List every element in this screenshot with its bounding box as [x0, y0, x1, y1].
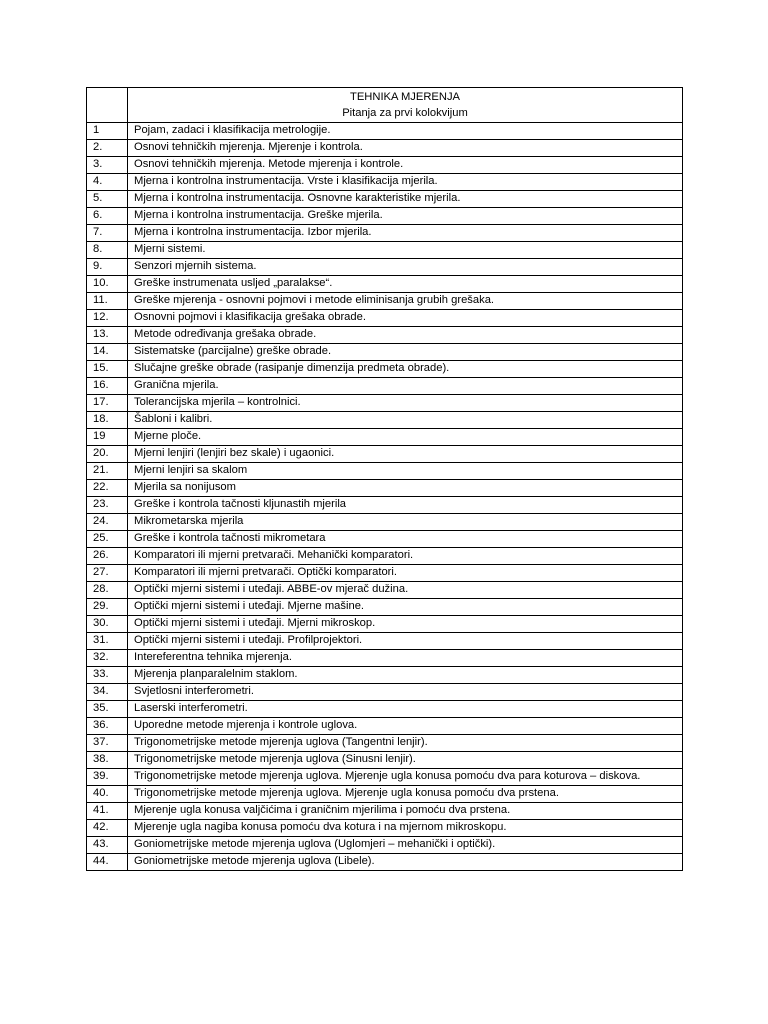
question-row [87, 361, 683, 378]
question-number: 2. [87, 140, 128, 157]
document-subtitle: Pitanja za prvi kolokvijum [342, 107, 468, 119]
question-row [87, 820, 683, 837]
question-number: 16. [87, 378, 128, 395]
question-row [87, 327, 683, 344]
question-text: Greške instrumenata usljed „paralakse“. [128, 276, 683, 293]
question-number: 8. [87, 242, 128, 259]
question-row [87, 599, 683, 616]
question-number: 23. [87, 497, 128, 514]
question-text: Mikrometarska mjerila [128, 514, 683, 531]
question-number: 3. [87, 157, 128, 174]
question-text: Mjerenja planparalelnim staklom. [128, 667, 683, 684]
question-row [87, 276, 683, 293]
question-row [87, 531, 683, 548]
question-number: 15. [87, 361, 128, 378]
question-number: 28. [87, 582, 128, 599]
question-text: Mjerni lenjiri sa skalom [128, 463, 683, 480]
question-text: Uporedne metode mjerenja i kontrole uglova. [128, 718, 683, 735]
header-empty-cell [87, 88, 128, 123]
question-number: 41. [87, 803, 128, 820]
question-row [87, 803, 683, 820]
question-number: 31. [87, 633, 128, 650]
question-number: 17. [87, 395, 128, 412]
question-number: 1 [87, 123, 128, 140]
question-number: 11. [87, 293, 128, 310]
question-row [87, 480, 683, 497]
question-number: 9. [87, 259, 128, 276]
question-number: 19 [87, 429, 128, 446]
question-number: 24. [87, 514, 128, 531]
question-row [87, 667, 683, 684]
question-text: Goniometrijske metode mjerenja uglova (Uglomjeri – mehanički i optički). [128, 837, 683, 854]
question-row [87, 854, 683, 871]
question-row [87, 259, 683, 276]
question-text: Slučajne greške obrade (rasipanje dimenzija predmeta obrade). [128, 361, 683, 378]
question-number: 12. [87, 310, 128, 327]
question-text: Laserski interferometri. [128, 701, 683, 718]
question-row [87, 191, 683, 208]
question-row [87, 786, 683, 803]
question-row [87, 446, 683, 463]
question-text: Komparatori ili mjerni pretvarači. Mehanički komparatori. [128, 548, 683, 565]
questions-table-body [87, 88, 683, 871]
question-row [87, 837, 683, 854]
question-text: Mjerna i kontrolna instrumentacija. Izbor mjerila. [128, 225, 683, 242]
question-text: Mjerna i kontrolna instrumentacija. Vrste i klasifikacija mjerila. [128, 174, 683, 191]
question-text: Greške mjerenja - osnovni pojmovi i metode eliminisanja grubih grešaka. [128, 293, 683, 310]
question-row [87, 412, 683, 429]
question-row [87, 582, 683, 599]
question-text: Granična mjerila. [128, 378, 683, 395]
question-row [87, 735, 683, 752]
question-number: 40. [87, 786, 128, 803]
question-text: Greške i kontrola tačnosti mikrometara [128, 531, 683, 548]
document-title: TEHNIKA MJERENJA [349, 91, 461, 103]
question-row [87, 174, 683, 191]
question-text: Osnovni pojmovi i klasifikacija grešaka obrade. [128, 310, 683, 327]
question-row [87, 123, 683, 140]
question-text: Komparatori ili mjerni pretvarači. Optički komparatori. [128, 565, 683, 582]
question-text: Trigonometrijske metode mjerenja uglova. Mjerenje ugla konusa pomoću dva prstena. [128, 786, 683, 803]
question-number: 37. [87, 735, 128, 752]
question-row [87, 548, 683, 565]
question-row [87, 344, 683, 361]
question-row [87, 650, 683, 667]
question-number: 39. [87, 769, 128, 786]
question-text: Mjerne ploče. [128, 429, 683, 446]
question-number: 13. [87, 327, 128, 344]
question-text: Greške i kontrola tačnosti kljunastih mjerila [128, 497, 683, 514]
question-number: 30. [87, 616, 128, 633]
question-text: Mjerni sistemi. [128, 242, 683, 259]
question-row [87, 633, 683, 650]
question-text: Tolerancijska mjerila – kontrolnici. [128, 395, 683, 412]
header-row [87, 88, 683, 123]
question-text: Optički mjerni sistemi i uteđaji. Mjerni mikroskop. [128, 616, 683, 633]
question-number: 43. [87, 837, 128, 854]
question-number: 22. [87, 480, 128, 497]
header-cell [128, 88, 683, 123]
question-number: 25. [87, 531, 128, 548]
question-number: 32. [87, 650, 128, 667]
question-number: 6. [87, 208, 128, 225]
question-number: 27. [87, 565, 128, 582]
question-row [87, 140, 683, 157]
question-row [87, 463, 683, 480]
question-row [87, 565, 683, 582]
question-text: Osnovi tehničkih mjerenja. Mjerenje i kontrola. [128, 140, 683, 157]
question-number: 36. [87, 718, 128, 735]
question-row [87, 514, 683, 531]
question-row [87, 157, 683, 174]
question-text: Goniometrijske metode mjerenja uglova (Libele). [128, 854, 683, 871]
question-text: Metode određivanja grešaka obrade. [128, 327, 683, 344]
question-text: Trigonometrijske metode mjerenja uglova (Tangentni lenjir). [128, 735, 683, 752]
question-number: 14. [87, 344, 128, 361]
question-text: Sistematske (parcijalne) greške obrade. [128, 344, 683, 361]
question-row [87, 616, 683, 633]
question-text: Mjerila sa nonijusom [128, 480, 683, 497]
question-number: 26. [87, 548, 128, 565]
question-number: 35. [87, 701, 128, 718]
question-text: Optički mjerni sistemi i uteđaji. Profilprojektori. [128, 633, 683, 650]
question-row [87, 395, 683, 412]
question-number: 34. [87, 684, 128, 701]
questions-table [86, 87, 683, 871]
question-text: Šabloni i kalibri. [128, 412, 683, 429]
question-number: 21. [87, 463, 128, 480]
question-row [87, 225, 683, 242]
question-text: Senzori mjernih sistema. [128, 259, 683, 276]
question-row [87, 497, 683, 514]
question-text: Optički mjerni sistemi i uteđaji. Mjerne mašine. [128, 599, 683, 616]
question-row [87, 293, 683, 310]
question-text: Mjerna i kontrolna instrumentacija. Osnovne karakteristike mjerila. [128, 191, 683, 208]
question-row [87, 718, 683, 735]
question-text: Trigonometrijske metode mjerenja uglova. Mjerenje ugla konusa pomoću dva para koturova – diskova. [128, 769, 683, 786]
question-number: 10. [87, 276, 128, 293]
question-row [87, 208, 683, 225]
question-number: 4. [87, 174, 128, 191]
question-text: Pojam, zadaci i klasifikacija metrologije. [128, 123, 683, 140]
question-text: Svjetlosni interferometri. [128, 684, 683, 701]
question-number: 44. [87, 854, 128, 871]
question-row [87, 429, 683, 446]
question-text: Intereferentna tehnika mjerenja. [128, 650, 683, 667]
question-row [87, 769, 683, 786]
question-row [87, 701, 683, 718]
question-row [87, 242, 683, 259]
question-text: Trigonometrijske metode mjerenja uglova (Sinusni lenjir). [128, 752, 683, 769]
question-number: 33. [87, 667, 128, 684]
question-text: Optički mjerni sistemi i uteđaji. ABBE-ov mjerač dužina. [128, 582, 683, 599]
question-number: 20. [87, 446, 128, 463]
question-row [87, 752, 683, 769]
question-number: 29. [87, 599, 128, 616]
question-row [87, 684, 683, 701]
question-text: Mjerenje ugla konusa valjčićima i graničnim mjerilima i pomoću dva prstena. [128, 803, 683, 820]
question-number: 7. [87, 225, 128, 242]
question-text: Osnovi tehničkih mjerenja. Metode mjerenja i kontrole. [128, 157, 683, 174]
question-text: Mjerni lenjiri (lenjiri bez skale) i ugaonici. [128, 446, 683, 463]
question-text: Mjerna i kontrolna instrumentacija. Greške mjerila. [128, 208, 683, 225]
question-number: 5. [87, 191, 128, 208]
question-text: Mjerenje ugla nagiba konusa pomoću dva kotura i na mjernom mikroskopu. [128, 820, 683, 837]
question-number: 42. [87, 820, 128, 837]
question-row [87, 310, 683, 327]
question-row [87, 378, 683, 395]
question-number: 38. [87, 752, 128, 769]
question-number: 18. [87, 412, 128, 429]
